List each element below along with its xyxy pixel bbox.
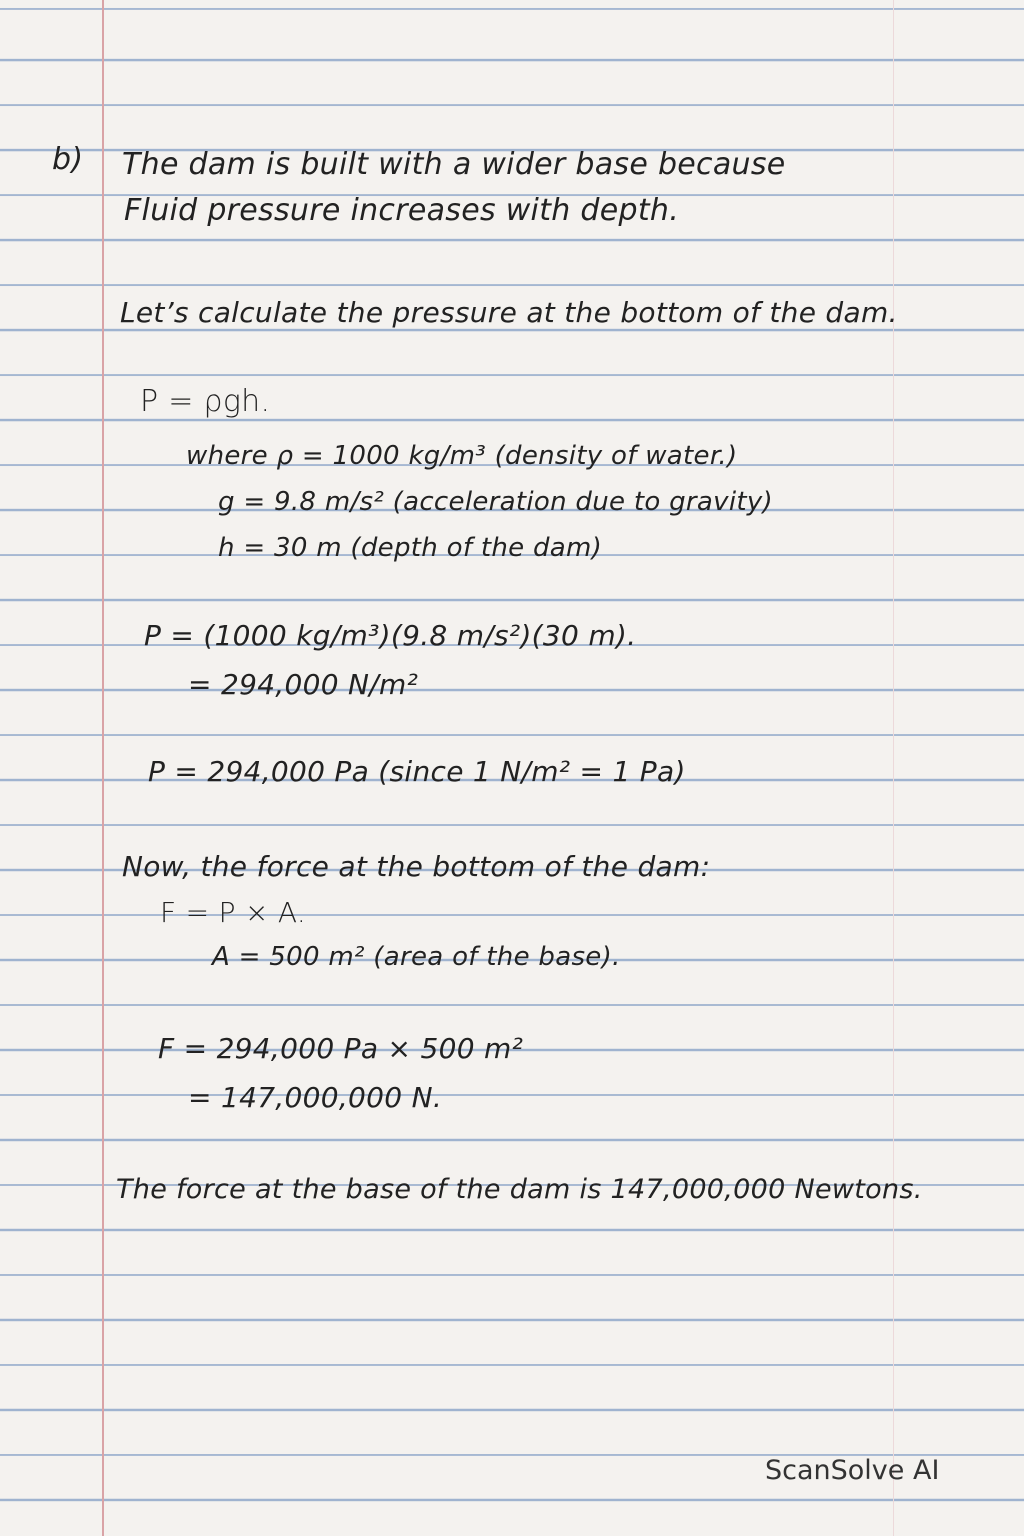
h-definition: h = 30 m (depth of the dam) xyxy=(218,533,603,563)
pressure-result: = 294,000 N/m² xyxy=(188,668,419,701)
part-label: b) xyxy=(52,142,84,177)
force-intro: Now, the force at the bottom of the dam: xyxy=(122,850,711,883)
faint-right-line xyxy=(893,0,894,1536)
area-definition: A = 500 m² (area of the base). xyxy=(212,942,621,972)
force-formula: F = P × A. xyxy=(160,896,307,929)
brand-watermark: ScanSolve AI xyxy=(765,1455,940,1486)
conclusion: The force at the base of the dam is 147,000,000 Newtons. xyxy=(116,1174,923,1205)
pressure-formula: P = ρgh. xyxy=(140,384,271,419)
rho-definition: where ρ = 1000 kg/m³ (density of water.) xyxy=(186,441,738,471)
pressure-pascals: P = 294,000 Pa (since 1 N/m² = 1 Pa) xyxy=(148,755,686,788)
pressure-substitution: P = (1000 kg/m³)(9.8 m/s²)(30 m). xyxy=(144,619,637,652)
intro-line-2: Fluid pressure increases with depth. xyxy=(124,193,680,228)
g-definition: g = 9.8 m/s² (acceleration due to gravity) xyxy=(218,487,773,517)
force-substitution: F = 294,000 Pa × 500 m² xyxy=(158,1032,524,1065)
calc-intro: Let’s calculate the pressure at the bottom of the dam. xyxy=(120,296,898,329)
margin-line xyxy=(102,0,104,1536)
intro-line-1: The dam is built with a wider base because xyxy=(122,147,786,182)
force-result: = 147,000,000 N. xyxy=(188,1081,443,1114)
